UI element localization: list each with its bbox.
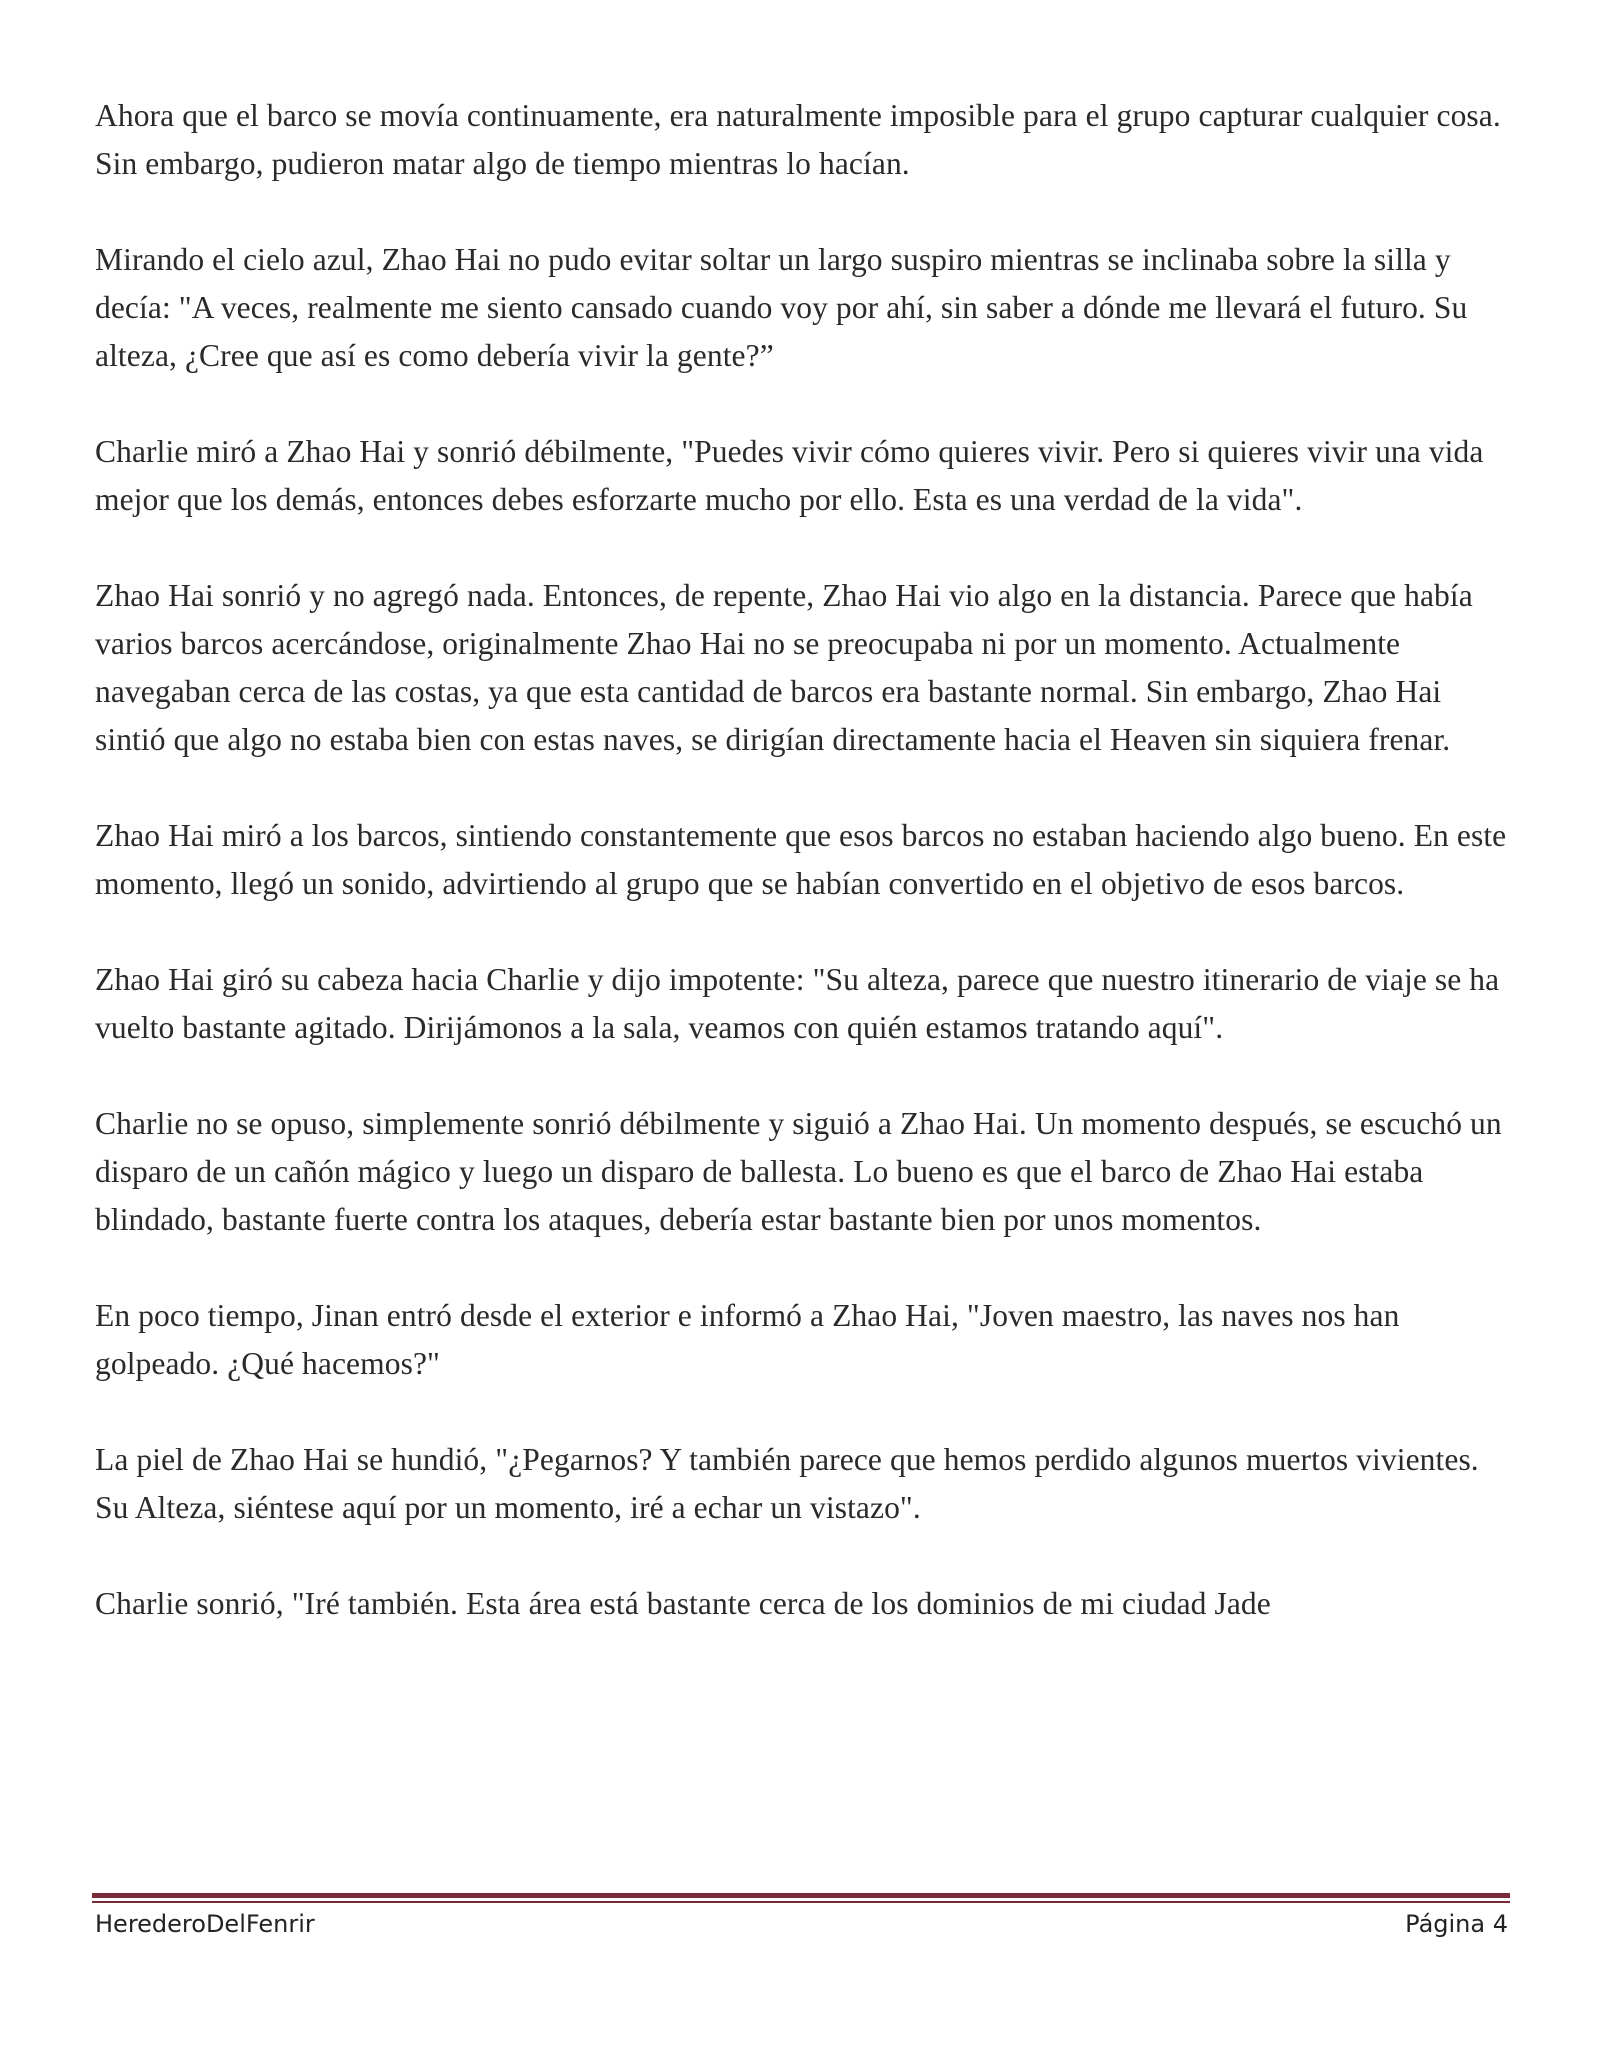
body-text xyxy=(95,92,1510,1628)
paragraph-6: Zhao Hai giró su cabeza hacia Charlie y dijo impotente: "Su alteza, parece que nuestro itinerario de viaje se ha vuelto bastante agitado. Dirijámonos a la sala, veamos con quién estamos tratando aquí". xyxy=(95,962,1500,1045)
page-footer xyxy=(95,1910,1508,1946)
paragraph-10: Charlie sonrió, "Iré también. Esta área está bastante cerca de los dominios de mi ciudad Jade xyxy=(95,1586,1271,1621)
paragraph-4: Zhao Hai sonrió y no agregó nada. Entonces, de repente, Zhao Hai vio algo en la distancia. Parece que había varios barcos acercándose, originalmente Zhao Hai no se preocupaba ni por un momento. Actualmente navegaban cerca de las costas, ya que esta cantidad de barcos era bastante normal. Sin embargo, Zhao Hai sintió que algo no estaba bien con estas naves, se dirigían directamente hacia el Heaven sin siquiera frenar. xyxy=(95,578,1473,757)
paragraph-9: La piel de Zhao Hai se hundió, "¿Pegarnos? Y también parece que hemos perdido algunos muertos vivientes. Su Alteza, siéntese aquí por un momento, iré a echar un vistazo". xyxy=(95,1442,1479,1525)
paragraph-8: En poco tiempo, Jinan entró desde el exterior e informó a Zhao Hai, "Joven maestro, las naves nos han golpeado. ¿Qué hacemos?" xyxy=(95,1298,1400,1381)
paragraph-5: Zhao Hai miró a los barcos, sintiendo constantemente que esos barcos no estaban haciendo algo bueno. En este momento, llegó un sonido, advirtiendo al grupo que se habían convertido en el objetivo de esos barcos. xyxy=(95,818,1507,901)
paragraph-2: Mirando el cielo azul, Zhao Hai no pudo evitar soltar un largo suspiro mientras se inclinaba sobre la silla y decía: "A veces, realmente me siento cansado cuando voy por ahí, sin saber a dónde me llevará el futuro. Su alteza, ¿Cree que así es como debería vivir la gente?” xyxy=(95,242,1468,373)
paragraph-7: Charlie no se opuso, simplemente sonrió débilmente y siguió a Zhao Hai. Un momento después, se escuchó un disparo de un cañón mágico y luego un disparo de ballesta. Lo bueno es que el barco de Zhao Hai estaba blindado, bastante fuerte contra los ataques, debería estar bastante bien por unos momentos. xyxy=(95,1106,1502,1237)
footer-divider xyxy=(92,1893,1510,1903)
paragraph-3: Charlie miró a Zhao Hai y sonrió débilmente, "Puedes vivir cómo quieres vivir. Pero si quieres vivir una vida mejor que los demás, entonces debes esforzarte mucho por ello. Esta es una verdad de la vida". xyxy=(95,434,1484,517)
paragraph-1: Ahora que el barco se movía continuamente, era naturalmente imposible para el grupo capturar cualquier cosa. Sin embargo, pudieron matar algo de tiempo mientras lo hacían. xyxy=(95,98,1501,181)
footer-divider-thin-line xyxy=(92,1901,1510,1903)
footer-author: HerederoDelFenrir xyxy=(95,1910,315,1938)
footer-page-number: Página 4 xyxy=(1405,1910,1508,1938)
